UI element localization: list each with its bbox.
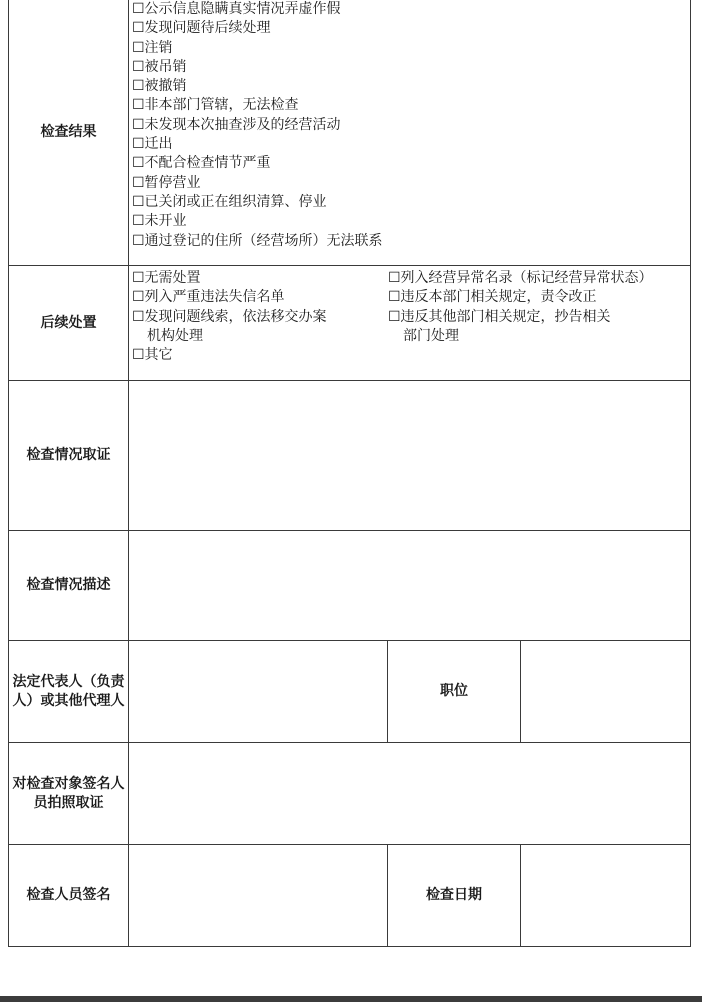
photo-evidence-field[interactable] <box>129 743 691 845</box>
evidence-label: 检查情况取证 <box>9 381 129 531</box>
bottom-scrollbar-strip <box>0 996 702 1002</box>
position-label: 职位 <box>388 641 521 743</box>
checkbox-option[interactable]: ☐迁出 <box>132 136 173 153</box>
checkbox-option[interactable]: ☐违反本部门相关规定，责令改正 <box>388 289 597 306</box>
inspection-date-field[interactable] <box>521 845 691 947</box>
legal-rep-field[interactable] <box>129 641 388 743</box>
follow-up-options <box>129 266 691 381</box>
photo-evidence-row <box>9 743 691 845</box>
description-label: 检查情况描述 <box>9 531 129 641</box>
checkbox-option[interactable]: ☐未发现本次抽查涉及的经营活动 <box>132 116 341 133</box>
legal-rep-row <box>9 641 691 743</box>
checkbox-option[interactable]: ☐通过登记的住所（经营场所）无法联系 <box>132 232 383 249</box>
checkbox-option[interactable]: ☐被吊销 <box>132 58 187 75</box>
inspector-signature-field[interactable] <box>129 845 388 947</box>
follow-up-row <box>9 266 691 381</box>
checkbox-option-continued: 部门处理 <box>403 327 459 344</box>
checkbox-option[interactable]: ☐违反其他部门相关规定，抄告相关 <box>388 308 611 325</box>
checkbox-option[interactable]: ☐发现问题线索，依法移交办案 <box>132 308 327 325</box>
checkbox-option[interactable]: ☐被撤销 <box>132 78 187 95</box>
follow-up-label: 后续处置 <box>9 266 129 381</box>
checkbox-option[interactable]: ☐非本部门管辖，无法检查 <box>132 97 299 114</box>
inspection-record-form <box>8 0 691 947</box>
evidence-field[interactable] <box>129 381 691 531</box>
checkbox-option-continued: 机构处理 <box>147 327 203 344</box>
inspection-date-label: 检查日期 <box>388 845 521 947</box>
checkbox-option[interactable]: ☐已关闭或正在组织清算、停业 <box>132 193 327 210</box>
checkbox-option[interactable]: ☐注销 <box>132 39 173 56</box>
inspection-result-row <box>9 0 691 266</box>
description-field[interactable] <box>129 531 691 641</box>
checkbox-option[interactable]: ☐发现问题待后续处理 <box>132 20 271 37</box>
inspection-result-options <box>129 0 691 266</box>
checkbox-option[interactable]: ☐不配合检查情节严重 <box>132 155 271 172</box>
legal-rep-label: 法定代表人（负责人）或其他代理人 <box>9 641 129 743</box>
inspection-result-label: 检查结果 <box>9 0 129 266</box>
checkbox-option[interactable]: ☐无需处置 <box>132 270 201 286</box>
inspector-signature-label: 检查人员签名 <box>9 845 129 947</box>
position-field[interactable] <box>521 641 691 743</box>
checkbox-option[interactable]: ☐暂停营业 <box>132 174 201 191</box>
checkbox-option[interactable]: ☐公示信息隐瞒真实情况弄虚作假 <box>132 1 341 17</box>
checkbox-option[interactable]: ☐列入经营异常名录（标记经营异常状态） <box>388 270 653 286</box>
photo-evidence-label: 对检查对象签名人员拍照取证 <box>9 743 129 845</box>
checkbox-option[interactable]: ☐未开业 <box>132 213 187 230</box>
checkbox-option[interactable]: ☐其它 <box>132 347 173 364</box>
description-row <box>9 531 691 641</box>
evidence-row <box>9 381 691 531</box>
checkbox-option[interactable]: ☐列入严重违法失信名单 <box>132 289 285 306</box>
signature-row <box>9 845 691 947</box>
